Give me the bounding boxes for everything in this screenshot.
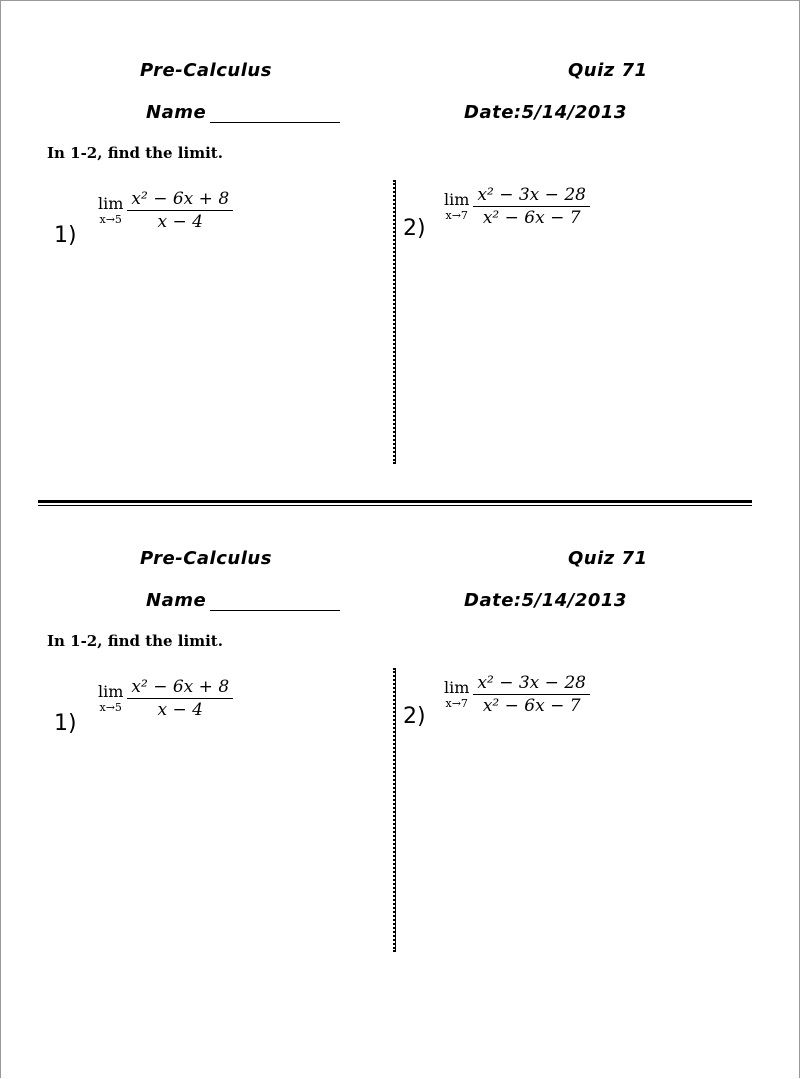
lim-approach: x→7 — [445, 209, 468, 222]
problem-divider — [393, 180, 396, 464]
lim-word: lim — [98, 194, 124, 213]
lim-approach: x→5 — [99, 213, 122, 226]
fraction — [473, 672, 590, 717]
limit-expression-2 — [444, 672, 590, 717]
lim-operator — [98, 196, 123, 225]
denominator: x − 4 — [157, 212, 203, 232]
lim-word: lim — [444, 190, 470, 209]
problem-number-1: 1) — [54, 223, 77, 248]
name-blank-line — [210, 122, 340, 123]
lim-operator — [444, 680, 469, 709]
instructions: In 1-2, find the limit. — [47, 632, 223, 650]
lim-operator — [444, 192, 469, 221]
lim-word: lim — [444, 678, 470, 697]
lim-word: lim — [98, 682, 124, 701]
name-blank-line — [210, 610, 340, 611]
quiz-copy-top — [0, 0, 800, 480]
denominator: x² − 6x − 7 — [482, 208, 581, 228]
limit-expression-1 — [98, 676, 233, 721]
course-title: Pre-Calculus — [140, 548, 272, 569]
problem-divider — [393, 668, 396, 952]
lim-operator — [98, 684, 123, 713]
numerator: x² − 3x − 28 — [477, 185, 586, 205]
lim-approach: x→7 — [445, 697, 468, 710]
limit-expression-2 — [444, 184, 590, 229]
fraction — [127, 676, 233, 721]
instructions: In 1-2, find the limit. — [47, 144, 223, 162]
problem-number-2: 2) — [403, 216, 426, 241]
quiz-copy-bottom — [0, 488, 800, 968]
course-title: Pre-Calculus — [140, 60, 272, 81]
denominator: x² − 6x − 7 — [482, 696, 581, 716]
problem-number-1: 1) — [54, 711, 77, 736]
name-label: Name — [146, 590, 207, 611]
problem-number-2: 2) — [403, 704, 426, 729]
date-label: Date:5/14/2013 — [464, 102, 627, 123]
denominator: x − 4 — [157, 700, 203, 720]
numerator: x² − 6x + 8 — [131, 189, 230, 209]
fraction — [127, 188, 233, 233]
numerator: x² − 6x + 8 — [131, 677, 230, 697]
lim-approach: x→5 — [99, 701, 122, 714]
fraction — [473, 184, 590, 229]
name-label: Name — [146, 102, 207, 123]
numerator: x² − 3x − 28 — [477, 673, 586, 693]
date-label: Date:5/14/2013 — [464, 590, 627, 611]
limit-expression-1 — [98, 188, 233, 233]
quiz-number: Quiz 71 — [568, 60, 648, 81]
quiz-number: Quiz 71 — [568, 548, 648, 569]
